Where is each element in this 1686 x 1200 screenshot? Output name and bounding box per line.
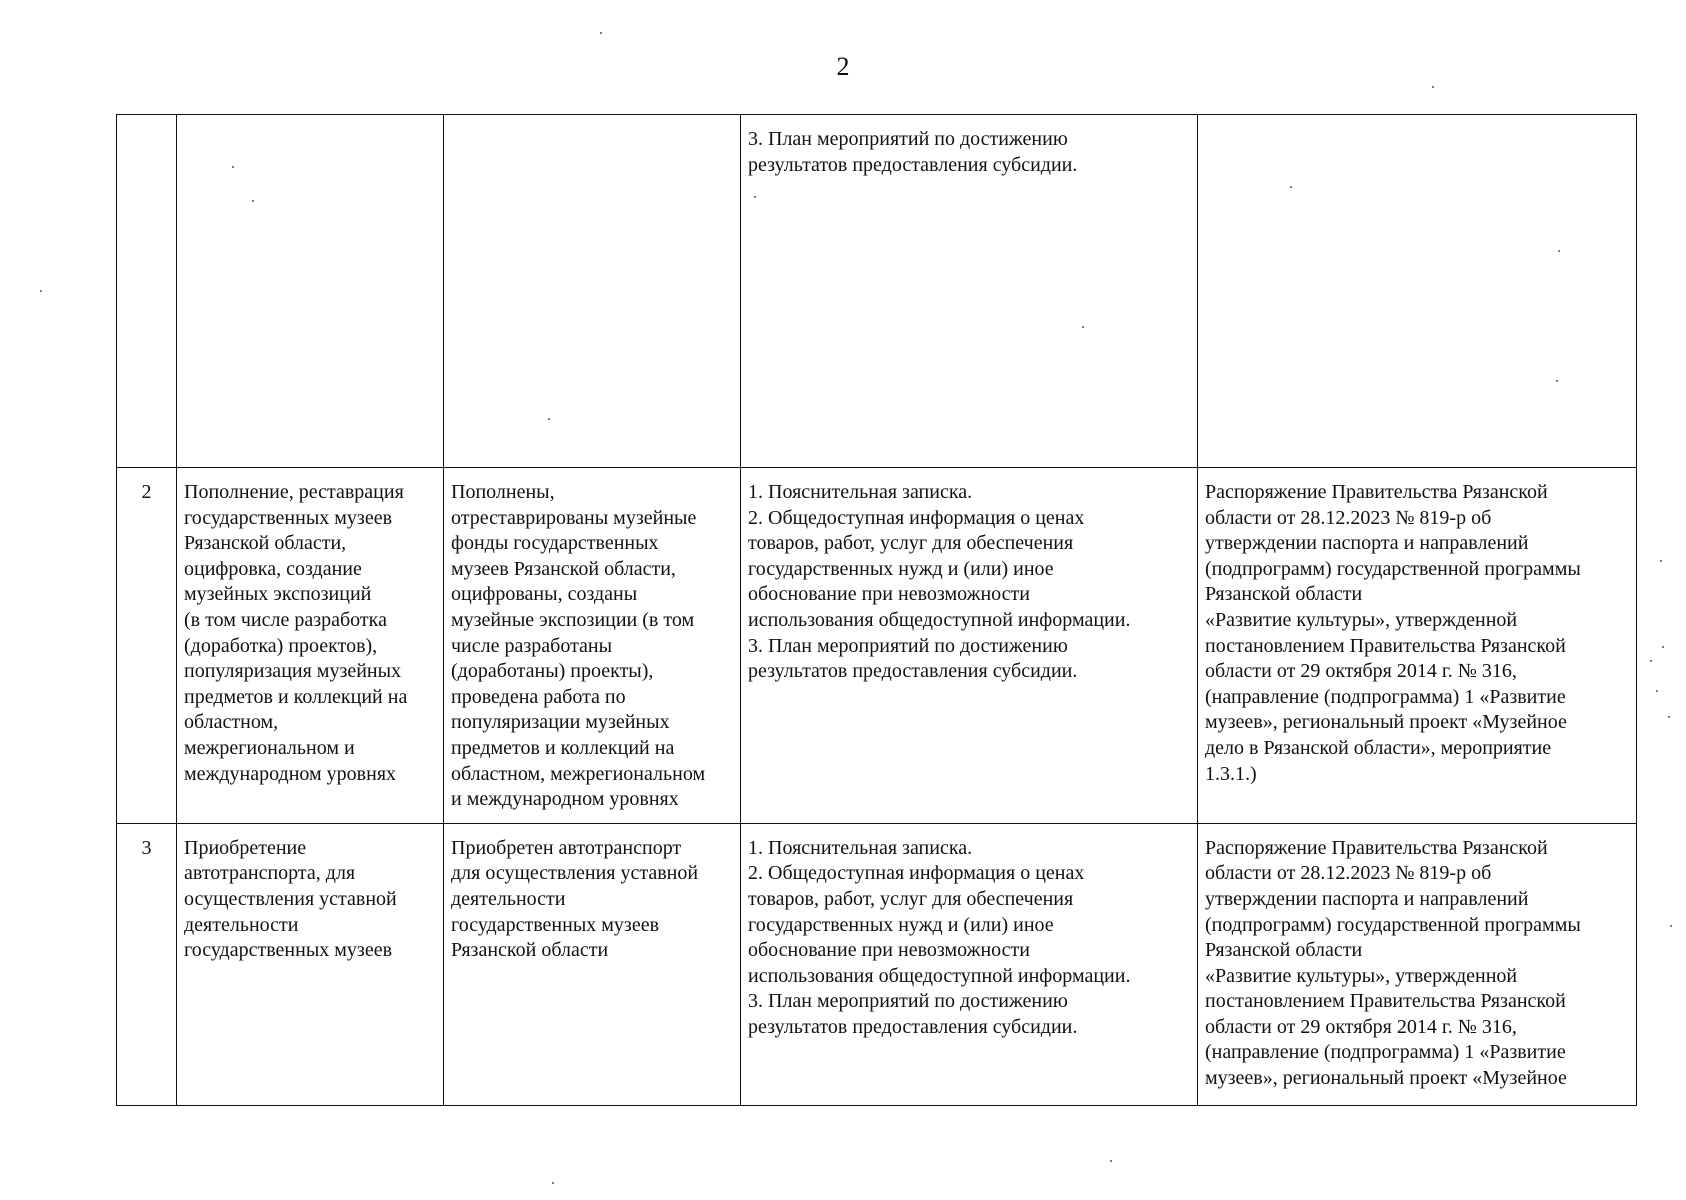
documents-cell: 3. План мероприятий по достижению результатов предоставления субсидии. — [741, 115, 1198, 468]
documents-cell: 1. Пояснительная записка. 2. Общедоступная информация о ценах товаров, работ, услуг для обеспечения государственных нужд и (или) иное обоснование при невозможности использования общедоступной информации. 3. План мероприятий по достижению результатов предоставления субсидии. — [741, 468, 1198, 824]
scan-speck — [1656, 690, 1658, 692]
scan-speck — [1660, 560, 1662, 562]
scan-speck — [1662, 646, 1664, 648]
basis-cell: Распоряжение Правительства Рязанской области от 28.12.2023 № 819-р об утверждении паспорта и направлений (подпрограмм) государственной программы Рязанской области «Развитие культуры», утвержденной постановлением Правительства Рязанской области от 29 октября 2014 г. № 316, (направление (подпрограмма) 1 «Развитие музеев», региональный проект «Музейное дело в Рязанской области», мероприятие 1.3.1.) — [1198, 468, 1637, 824]
scan-speck — [1650, 660, 1652, 662]
measures-table — [116, 114, 1637, 1106]
scan-speck — [1290, 186, 1292, 188]
scan-speck — [1556, 380, 1558, 382]
scan-speck — [1668, 716, 1670, 718]
scan-speck — [600, 32, 602, 34]
scan-speck — [1432, 86, 1434, 88]
result-cell — [444, 115, 741, 468]
scan-speck — [40, 290, 42, 292]
scan-speck — [252, 200, 254, 202]
scan-speck — [754, 196, 756, 198]
scan-speck — [552, 1182, 554, 1184]
basis-cell — [1198, 115, 1637, 468]
scan-speck — [1558, 250, 1560, 252]
row-number-cell: 3 — [117, 823, 177, 1105]
scan-speck — [1110, 1160, 1112, 1162]
event-cell — [177, 115, 444, 468]
scan-speck — [1670, 925, 1672, 927]
documents-cell: 1. Пояснительная записка. 2. Общедоступная информация о ценах товаров, работ, услуг для обеспечения государственных нужд и (или) иное обоснование при невозможности использования общедоступной информации. 3. План мероприятий по достижению результатов предоставления субсидии. — [741, 823, 1198, 1105]
page-number: 2 — [836, 52, 850, 81]
table-row — [117, 823, 1637, 1105]
table-row — [117, 468, 1637, 824]
row-number-cell — [117, 115, 177, 468]
event-cell: Пополнение, реставрация государственных музеев Рязанской области, оцифровка, создание музейных экспозиций (в том числе разработка (доработка) проектов), популяризация музейных предметов и коллекций на областном, межрегиональном и международном уровнях — [177, 468, 444, 824]
result-cell: Приобретен автотранспорт для осуществления уставной деятельности государственных музеев Рязанской области — [444, 823, 741, 1105]
table-row-continuation — [117, 115, 1637, 468]
result-cell: Пополнены, отреставрированы музейные фонды государственных музеев Рязанской области, оцифрованы, созданы музейные экспозиции (в том числе разработаны (доработаны) проекты), проведена работа по популяризации музейных предметов и коллекций на областном, межрегиональном и международном уровнях — [444, 468, 741, 824]
scan-speck — [1082, 326, 1084, 328]
scan-speck — [548, 418, 550, 420]
scan-speck — [232, 166, 234, 168]
basis-cell: Распоряжение Правительства Рязанской области от 28.12.2023 № 819-р об утверждении паспорта и направлений (подпрограмм) государственной программы Рязанской области «Развитие культуры», утвержденной постановлением Правительства Рязанской области от 29 октября 2014 г. № 316, (направление (подпрограмма) 1 «Развитие музеев», региональный проект «Музейное — [1198, 823, 1637, 1105]
event-cell: Приобретение автотранспорта, для осуществления уставной деятельности государственных музеев — [177, 823, 444, 1105]
row-number-cell: 2 — [117, 468, 177, 824]
